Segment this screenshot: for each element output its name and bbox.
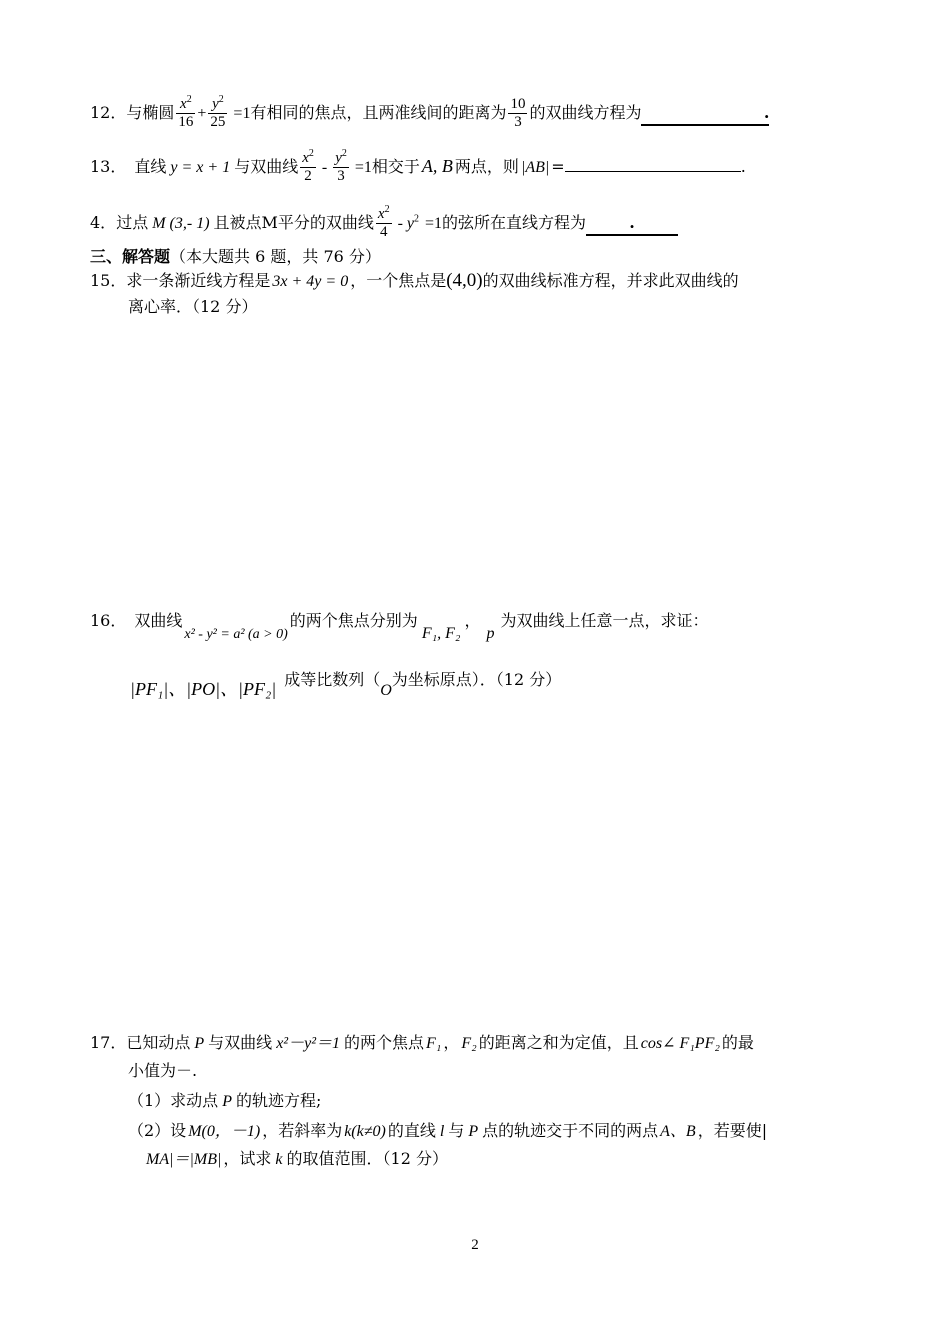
question-number: 13．: [90, 157, 127, 176]
question-number: 4．: [90, 213, 117, 232]
question-number: 12．: [90, 103, 127, 122]
fraction-y2-3: $\frac{y^2}{3}$: [335, 148, 347, 184]
chord-length: |AB|: [520, 159, 550, 176]
question-number: 17．: [90, 1033, 127, 1052]
asymptote-equation: 3x + 4y = 0: [272, 273, 349, 290]
answer-blank[interactable]: .: [641, 102, 769, 126]
distance-expression: |PF₁|、|PO|、|PF₂|: [130, 679, 277, 699]
fraction-x2-2: $\frac{x^2}{2}$: [302, 148, 314, 184]
hyperbola-equation: x²－y²＝1: [276, 1035, 340, 1052]
question-16: 16． 双曲线x² - y² = a² (a > 0)的两个焦点分别为F₁, F₂，p为双曲线上任意一点，求证：: [90, 611, 709, 642]
question-12: 12．与椭圆 $\frac{x^2}{16}$ + $\frac{y^2}{25}$ =1有相同的焦点，且两准线间的距离为 $\frac{10}{3}$ 的双曲线方程为 .: [90, 94, 770, 130]
question-17-line-2: 小值为－.: [128, 1061, 198, 1080]
question-17-part-2: （2）设 M(0，－1) ，若斜率为 k(k≠0) 的直线 l 与 P 点的轨迹交于不同的两点 A、B ，若要使|: [128, 1121, 768, 1140]
hyperbola-equation: x² - y² = a² (a > 0): [184, 627, 288, 642]
answer-blank[interactable]: [565, 171, 741, 172]
page-number: 2: [471, 1237, 479, 1253]
question-14: 4．过点 M (3,- 1) 且被点M平分的双曲线 $\frac{x^2}{4}$ - $y^2 =1$的弦所在直线方程为 .: [90, 206, 678, 241]
line-equation: y = x + 1: [170, 159, 231, 176]
question-text: 有相同的焦点，且两准线间的距离为: [250, 103, 507, 122]
question-17-part-2-line-2: MA|＝|MB| ，试求 k 的取值范围．（12 分）: [146, 1149, 448, 1168]
question-15-line-2: 离心率．（12 分）: [128, 297, 258, 316]
question-17: 17．已知动点 P 与双曲线 x²－y²＝1 的两个焦点 F₁ ， F₂ 的距离之和为定值，且 cos∠ F₁PF₂ 的最: [90, 1033, 754, 1052]
answer-blank[interactable]: .: [586, 212, 678, 236]
question-number: 15．: [90, 271, 127, 290]
section-title: 三、解答题: [90, 247, 171, 266]
question-text: 与椭圆: [126, 103, 175, 122]
question-15: 15．求一条渐近线方程是 3x + 4y = 0 ，一个焦点是(4,0)的双曲线标准方程，并求此双曲线的: [90, 270, 739, 291]
point-m: M (3,- 1): [152, 215, 210, 232]
focus-point: (4,0): [446, 270, 483, 291]
section-note: （本大题共 6 题，共 76 分）: [170, 247, 381, 266]
question-13: 13． 直线 y = x + 1 与双曲线 $\frac{x^2}{2}$ - $\frac{y^2}{3}$ =1相交于 A, B 两点，则 |AB| = .: [90, 148, 746, 184]
fraction-10-3: $\frac{10}{3}$: [510, 96, 526, 130]
fraction-x2-16: $\frac{x^2}{16}$: [178, 94, 194, 130]
question-number: 16．: [90, 611, 127, 630]
cosine-expression: cos∠ F₁PF₂: [640, 1035, 720, 1052]
question-text: 的双曲线方程为: [529, 103, 642, 122]
foci-labels: F₁, F₂: [421, 625, 461, 642]
points-ab: A, B: [421, 156, 453, 176]
section-heading: [90, 246, 381, 268]
question-16-line-2: |PF₁|、|PO|、|PF₂| 成等比数列（O为坐标原点）．（12 分）: [130, 670, 562, 699]
fraction-x2-4: $\frac{x^2}{4}$: [377, 204, 390, 240]
fraction-y2-25: $\frac{y^2}{25}$: [210, 94, 226, 130]
question-17-part-1: （1）求动点 P 的轨迹方程;: [128, 1091, 322, 1110]
